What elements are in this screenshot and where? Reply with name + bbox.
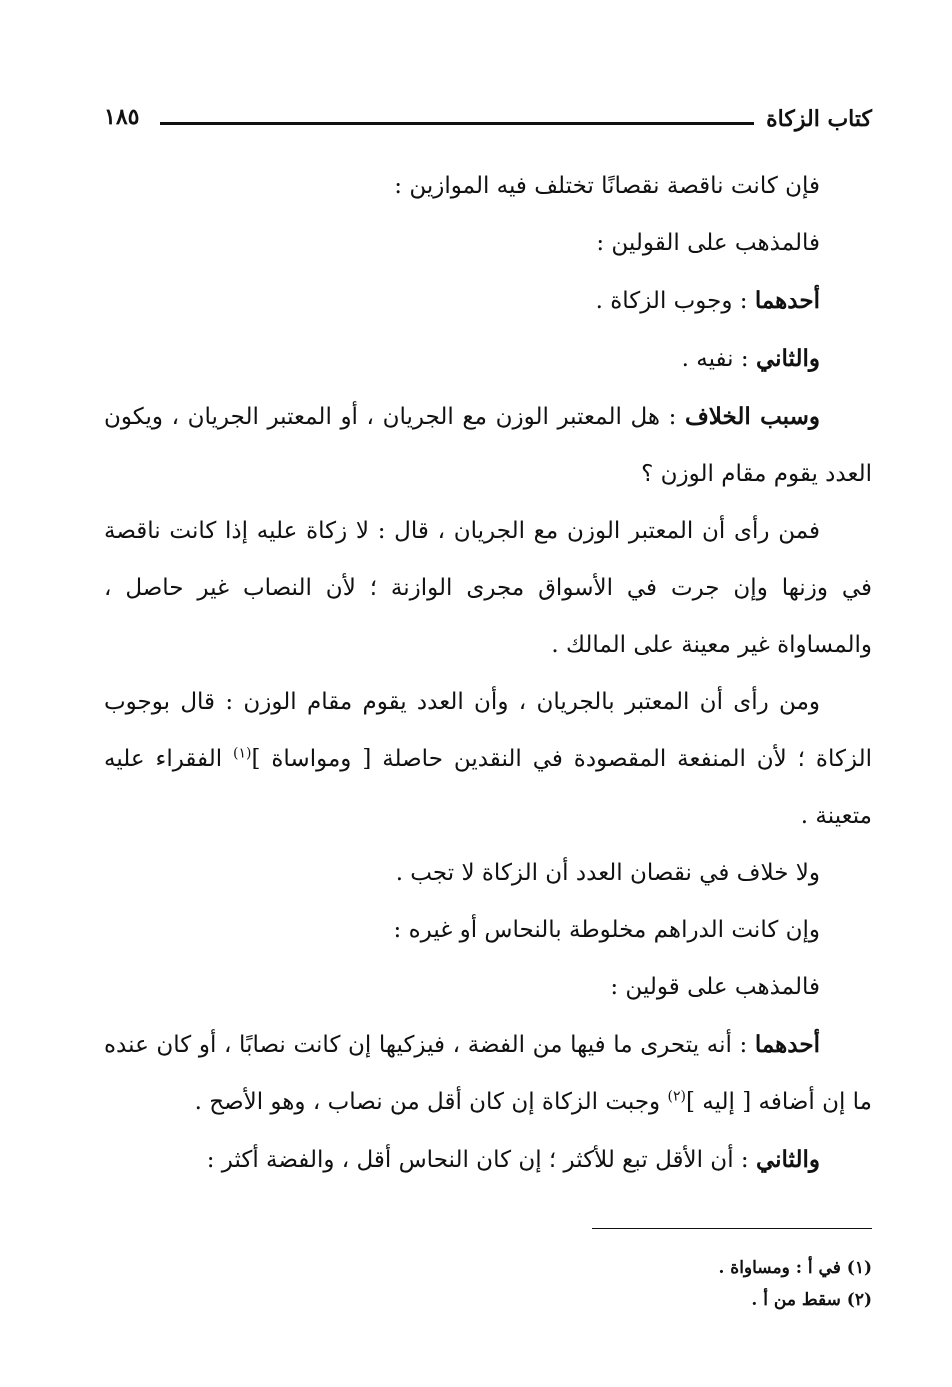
- paragraph: فإن كانت ناقصة نقصانًا تختلف فيه الموازين :: [394, 173, 820, 199]
- footnote: (٢) سقط من أ .: [751, 1290, 872, 1310]
- page-number: ١٨٥: [104, 104, 140, 130]
- paragraph: أحدهما : وجوب الزكاة .: [595, 287, 820, 314]
- paragraph: فالمذهب على القولين :: [596, 230, 820, 256]
- paragraph: وسبب الخلاف : هل المعتبر الوزن مع الجريان ، أو المعتبر الجريان ، ويكون العدد يقوم مقام الوزن ؟: [104, 403, 872, 487]
- paragraph: وإن كانت الدراهم مخلوطة بالنحاس أو غيره :: [393, 917, 820, 943]
- main-text: [104, 158, 872, 1189]
- paragraph-lead: والثاني: [755, 345, 820, 372]
- footnote-ref: (١): [233, 745, 252, 762]
- paragraph-lead: وسبب الخلاف: [684, 403, 820, 430]
- paragraph-lead: أحدهما: [754, 1031, 820, 1058]
- paragraph: فمن رأى أن المعتبر الوزن مع الجريان ، قال : لا زكاة عليه إذا كانت ناقصة في وزنها وإن جرت في الأسواق مجرى الوازنة ؛ لأن النصاب غير حاصل ، والمساواة غير معينة على المالك .: [104, 518, 872, 658]
- footnote: (١) في أ : ومساواة .: [718, 1258, 872, 1278]
- paragraph: فالمذهب على قولين :: [610, 974, 820, 1000]
- paragraph: ولا خلاف في نقصان العدد أن الزكاة لا تجب .: [395, 860, 820, 886]
- paragraph: والثاني : نفيه .: [681, 345, 820, 372]
- header-rule: [160, 122, 754, 125]
- paragraph-lead: والثاني: [755, 1146, 820, 1173]
- footnotes: [272, 1252, 872, 1316]
- footnote-separator: [592, 1228, 872, 1229]
- paragraph: ومن رأى أن المعتبر بالجريان ، وأن العدد يقوم مقام الوزن : قال بوجوب الزكاة ؛ لأن المنفعة المقصودة في النقدين حاصلة [ ومواساة ]$^{(١)}$ الفقراء عليه متعينة .: [104, 689, 873, 829]
- footnote-ref: (٢): [667, 1088, 686, 1105]
- paragraph-lead: أحدهما: [754, 287, 820, 314]
- page-header: [104, 100, 872, 140]
- paragraph: والثاني : أن الأقل تبع للأكثر ؛ إن كان النحاس أقل ، والفضة أكثر :: [206, 1146, 820, 1173]
- paragraph: أحدهما : أنه يتحرى ما فيها من الفضة ، فيزكيها إن كانت نصابًا ، أو كان عنده ما إن أضافه [ إليه ]$^{(٢)}$ وجبت الزكاة إن كان أقل من نصاب ، وهو الأصح .: [104, 1031, 872, 1115]
- running-title: كتاب الزكاة: [766, 106, 872, 132]
